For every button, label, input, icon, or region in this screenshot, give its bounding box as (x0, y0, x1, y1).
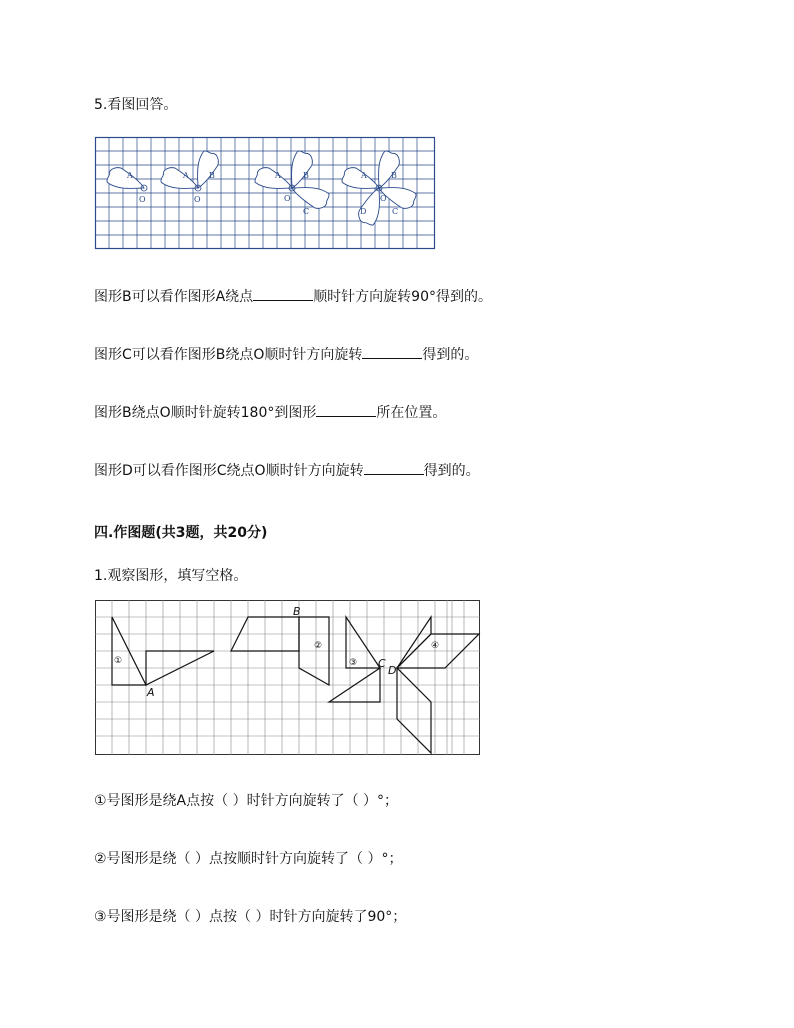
fig2-label-o: O (194, 195, 201, 204)
shape-4-up (397, 617, 431, 668)
q5-line-2 (94, 344, 478, 364)
flower-rotation-figure (95, 137, 435, 249)
rotation-grid (95, 600, 480, 755)
q5-blank-2[interactable] (362, 344, 422, 359)
fig2-label-a: A (183, 171, 189, 180)
fig4-label-a: A (361, 171, 367, 180)
section-4-q1-title: 1.观察图形，填写空格。 (94, 568, 248, 584)
q5-line-2-post: 得到的。 (422, 347, 479, 363)
q5-blank-1[interactable] (253, 286, 313, 301)
rotation-grid-figure (95, 600, 480, 755)
shape-4-label: ④ (431, 641, 440, 651)
section-4-line-1: ①号图形是绕A点按（ ）时针方向旋转了（ ）°； (94, 793, 399, 809)
point-a-label: A (147, 686, 155, 699)
fig4-label-d: D (360, 207, 367, 216)
fig1-label-o: O (139, 195, 146, 204)
fig3-label-c: C (303, 207, 310, 216)
q5-line-4-pre: 图形D可以看作图形C绕点O顺时针方向旋转 (94, 463, 364, 479)
q5-line-4 (94, 460, 480, 480)
fig2-label-b: B (209, 171, 215, 180)
q5-line-4-post: 得到的。 (423, 463, 480, 479)
fig4-label-b: B (391, 171, 397, 180)
fig1-label-a: A (127, 171, 133, 180)
q5-title: 5.看图回答。 (94, 97, 178, 113)
fig3-label-o: O (284, 194, 291, 203)
shape-2-label: ② (314, 641, 323, 651)
q5-line-3 (94, 402, 446, 422)
q5-blank-3[interactable] (316, 402, 376, 417)
fig4-label-o: O (380, 194, 387, 203)
section-4-title: 四.作图题(共3题，共20分) (94, 525, 268, 541)
point-b-label: B (293, 605, 301, 618)
q5-line-3-post: 所在位置。 (376, 405, 447, 421)
q5-line-2-pre: 图形C可以看作图形B绕点O顺时针方向旋转 (94, 347, 363, 363)
fig4-label-c: C (392, 207, 399, 216)
q5-line-1-post: 顺时针方向旋转90°得到的。 (313, 289, 493, 305)
q5-blank-4[interactable] (364, 460, 424, 475)
shape-1-label: ① (114, 656, 123, 666)
fig3-label-a: A (275, 171, 281, 180)
shape-3-label: ③ (349, 658, 358, 668)
q5-line-3-pre: 图形B绕点O顺时针旋转180°到图形 (94, 405, 317, 421)
shape-4-down (397, 668, 431, 753)
q5-line-1 (94, 286, 492, 306)
flower-4 (338, 147, 420, 229)
section-4-line-2: ②号图形是绕（ ）点按顺时针方向旋转了（ ）°； (94, 851, 403, 867)
point-c-label: C (378, 657, 386, 670)
fig3-label-b: B (303, 171, 309, 180)
point-d-label: D (388, 664, 397, 677)
section-4-line-3: ③号图形是绕（ ）点按（ ）时针方向旋转了90°； (94, 909, 407, 925)
q5-line-1-pre: 图形B可以看作图形A绕点 (94, 289, 254, 305)
